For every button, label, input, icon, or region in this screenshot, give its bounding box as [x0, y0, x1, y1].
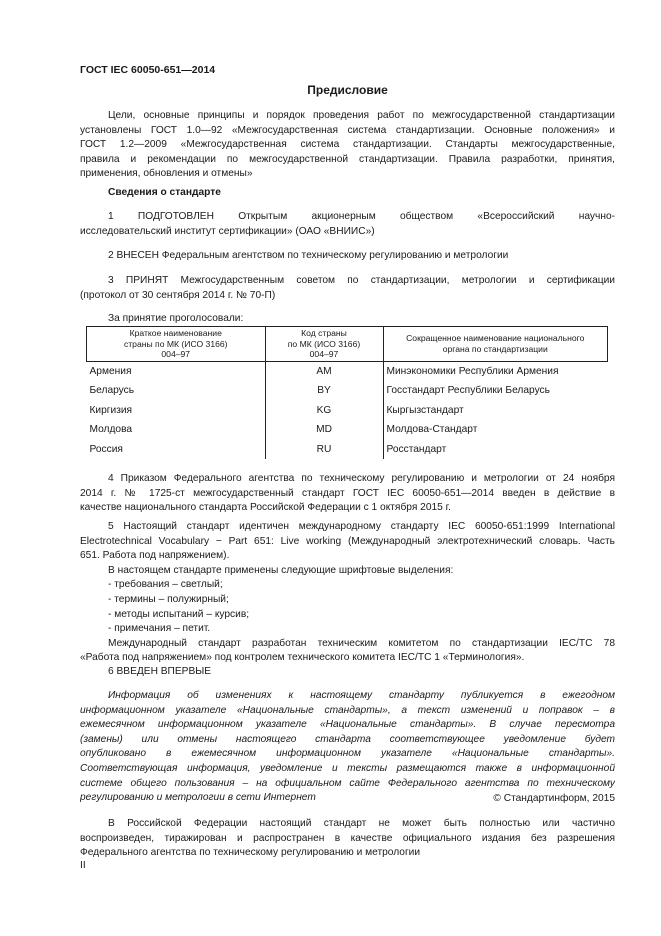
text-line: Соответствующая информация, уведомление и тексты размещаются также в информационной: [80, 762, 615, 774]
cell-country: Беларусь: [89, 385, 135, 397]
item-2: [80, 249, 615, 264]
header-line: органа по стандартизации: [442, 343, 548, 354]
cell-organ: Минэкономики Республики Армения: [383, 361, 608, 381]
text-line: применения, обновления и отмены»: [80, 168, 253, 180]
table-row: [87, 440, 608, 460]
header-line: Краткое наименование: [129, 328, 222, 338]
text-line: информационном указателе «Национальные стандарты», а текст изменений и поправок – в: [80, 704, 615, 716]
final-paragraph: [80, 817, 615, 861]
amendments-info: [80, 689, 615, 806]
heading-text: Сведения о стандарте: [108, 187, 221, 198]
text-line: 1 ПОДГОТОВЛЕН Открытым акционерным обществом «Всероссийский научно-: [108, 211, 615, 222]
text-line: ежемесячном информационном указателе «Национальные стандарты». В случае пересмотра: [80, 719, 615, 731]
cell-code: RU: [265, 440, 383, 460]
text-line: - требования – светлый;: [108, 579, 223, 591]
intro-paragraph: [80, 109, 615, 182]
text-line: 6 ВВЕДЕН ВПЕРВЫЕ: [108, 666, 212, 677]
text-line: В настоящем стандарте применены следующие шрифтовые выделения:: [108, 564, 454, 576]
standard-info-heading: [80, 186, 615, 201]
document-code: ГОСТ IEC 60050-651—2014: [80, 64, 216, 76]
text-line: установлены ГОСТ 1.0—92 «Межгосударственная система стандартизации. Основные положения» и: [80, 124, 615, 136]
text-line: правила и рекомендации по межгосударственной стандартизации. Правила разработки, принятия,: [80, 153, 615, 165]
text-line: системе общего пользования – на официальном сайте Федерального агентства по техническому: [80, 777, 615, 789]
copyright-notice: © Стандартинформ, 2015: [493, 793, 615, 804]
text-line: ГОСТ 1.2—2009 «Межгосударственная система стандартизации. Стандарты межгосударственные,: [80, 139, 615, 151]
text-line: - методы испытаний – курсив;: [108, 608, 250, 620]
text-line: воспроизведен, тиражирован и распространен в качестве официального издания без разрешения: [80, 832, 615, 844]
page-number: II: [80, 860, 86, 871]
cell-organ: Росстандарт: [386, 443, 447, 455]
header-line: Сокращенное наименование национального: [406, 333, 585, 344]
text-line: исследовательский институт сертификации» (ОАО «ВНИИС»): [80, 225, 375, 237]
text-line: 2014 г. № 1725-ст межгосударственный стандарт ГОСТ IEC 60050-651—2014 введен в действие в: [80, 487, 615, 499]
table-row: [87, 401, 608, 421]
header-line: 004–97: [309, 349, 339, 359]
table-row: [87, 420, 608, 440]
header-line: Код страны: [301, 328, 347, 338]
text-line: Международный стандарт разработан техническим комитетом по стандартизации IEC/TC 78: [108, 637, 615, 649]
table-row: [87, 361, 608, 381]
item-5: [80, 520, 615, 666]
document-page: [80, 0, 615, 936]
header-line: страны по МК (ИСО 3166): [123, 338, 228, 349]
table-row: [87, 381, 608, 401]
text-line: - примечания – петит.: [108, 623, 211, 635]
cell-organ: Молдова-Стандарт: [386, 424, 478, 436]
text-line: 651. Работа под напряжением).: [80, 550, 230, 562]
text-line: (замены) или отмены настоящего стандарта соответствующее уведомление будет: [80, 733, 615, 745]
item-3: [80, 274, 615, 303]
text-line: - термины – полужирный;: [108, 593, 229, 605]
text-line: 3 ПРИНЯТ Межгосударственным советом по стандартизации, метрологии и сертификации: [108, 275, 615, 286]
header-code: [265, 327, 383, 362]
voting-table: [86, 326, 608, 459]
text-line: Electrotechnical Vocabulary − Part 651: Live working (Международный электротехнический словарь. Часть: [80, 535, 615, 547]
text-line: Информация об изменениях к настоящему стандарту публикуется в ежегодном: [108, 690, 615, 701]
cell-code: MD: [265, 420, 383, 440]
text-line: «Работа под напряжением» под контролем технического комитета IEC/TC 1 «Терминология».: [80, 652, 525, 664]
header-country: [87, 327, 266, 362]
item-4: [80, 472, 615, 516]
text-line: регулированию и метрологии в сети Интернет: [80, 792, 316, 804]
text-line: (протокол от 30 сентября 2014 г. № 70-П): [80, 289, 276, 301]
text-line: 5 Настоящий стандарт идентичен международному стандарту IEC 60050-651:1999 International: [108, 521, 615, 532]
header-line: 004–97: [161, 349, 191, 359]
page-title: Предисловие: [307, 83, 388, 97]
text-line: В Российской Федерации настоящий стандарт не может быть полностью или частично: [108, 818, 615, 829]
cell-organ: Госстандарт Республики Беларусь: [386, 385, 550, 397]
header-line: по МК (ИСО 3166): [287, 338, 361, 349]
item-6: [80, 665, 615, 680]
cell-code: BY: [265, 381, 383, 401]
text-line: Федерального агентства по техническому регулированию и метрологии: [80, 847, 421, 859]
cell-country: Россия: [89, 443, 123, 455]
text-line: За принятие проголосовали:: [108, 313, 244, 324]
text-line: качестве национального стандарта Российской Федерации с 1 октября 2015 г.: [80, 502, 451, 514]
text-line: Цели, основные принципы и порядок проведения работ по межгосударственной стандартизации: [108, 110, 615, 121]
cell-code: AM: [265, 361, 383, 381]
voted-label: [80, 312, 615, 327]
text-line: 4 Приказом Федерального агентства по техническому регулированию и метрологии от 24 ноября: [108, 473, 615, 484]
table-header-row: [87, 327, 608, 362]
item-1: [80, 210, 615, 239]
cell-country: Киргизия: [89, 404, 133, 416]
cell-organ: Кыргызстандарт: [386, 404, 464, 416]
cell-code: KG: [265, 401, 383, 421]
cell-country: Армения: [87, 361, 266, 381]
text-line: опубликовано в ежемесячном информационном указателе «Национальные стандарты».: [80, 748, 615, 760]
header-organ: [383, 327, 608, 362]
cell-country: Молдова: [89, 424, 133, 436]
text-line: 2 ВНЕСЕН Федеральным агентством по техническому регулированию и метрологии: [108, 250, 509, 261]
